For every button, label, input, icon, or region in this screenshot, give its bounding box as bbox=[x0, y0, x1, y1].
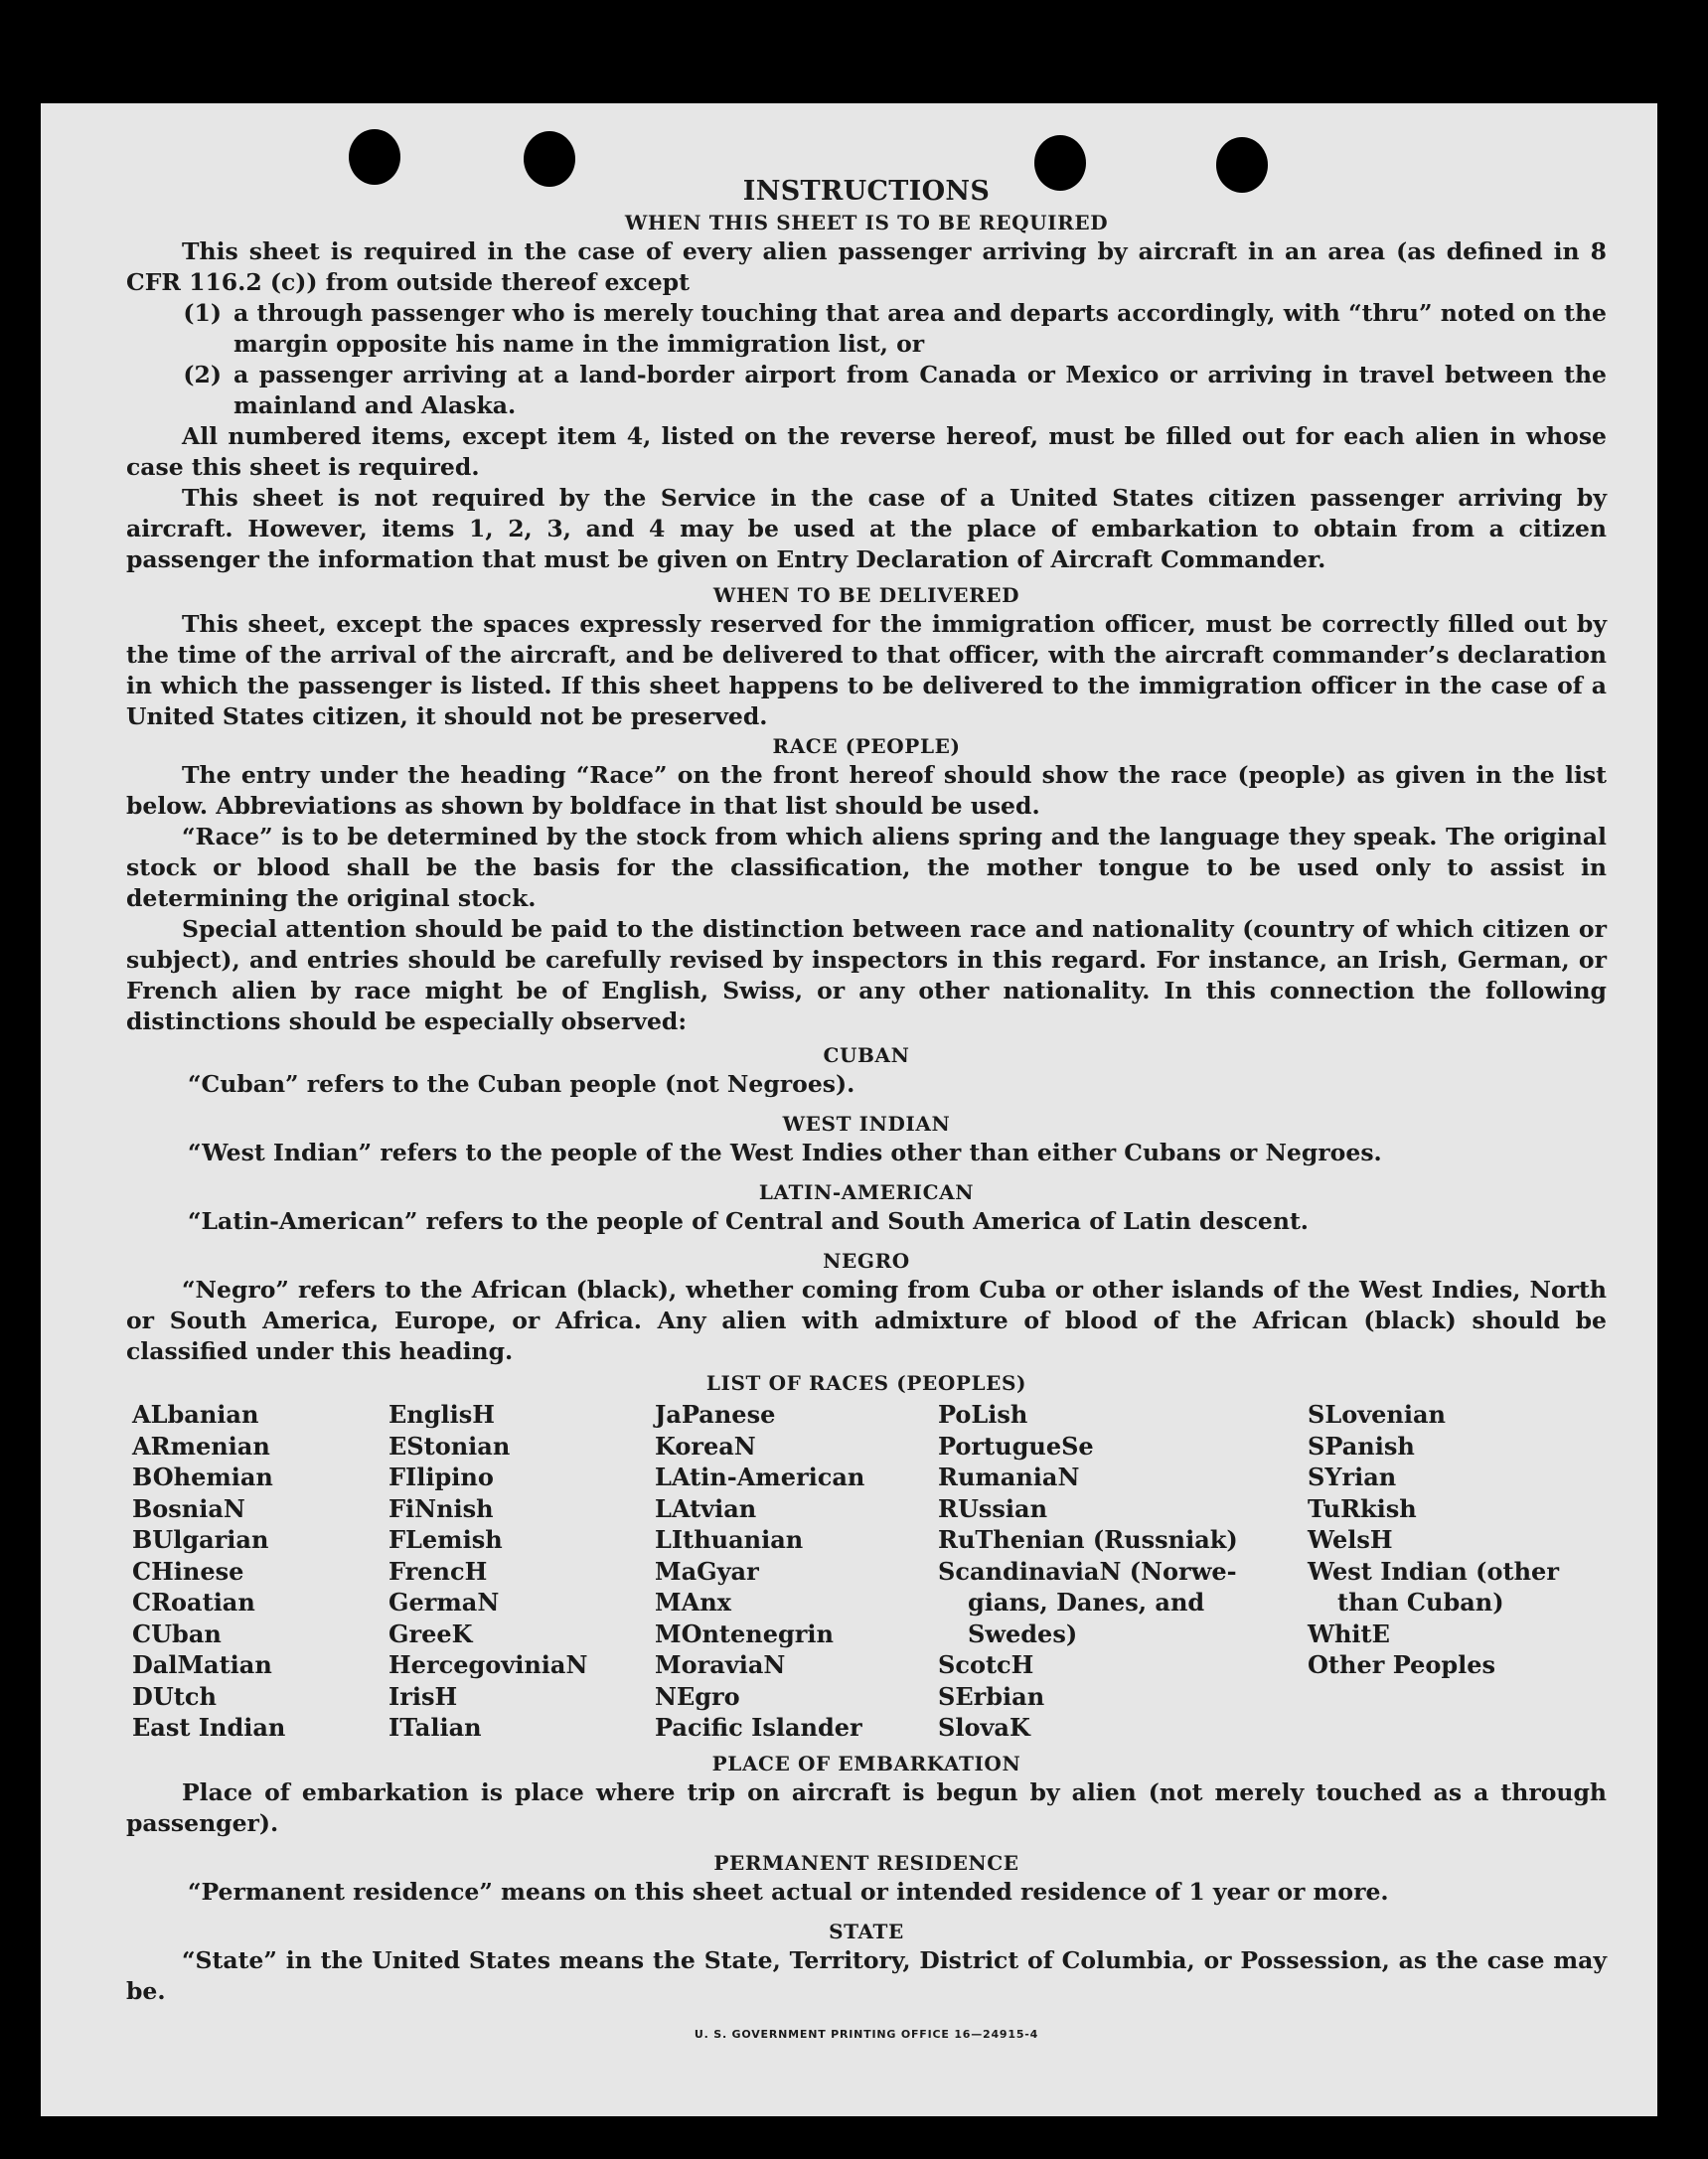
race-item: BOhemian bbox=[132, 1463, 273, 1491]
paragraph: Special attention should be paid to the distinction between race and nationality (country of which citizen or subject), and entries should be carefully revised by inspectors in this regard. For instance, an Irish, German, or French alien by race might be of English, Swiss, or any other nationality. In this connection the following distinctions should be especially observed: bbox=[126, 915, 1607, 1035]
item-number: (1) bbox=[183, 299, 222, 327]
section-heading-negro: NEGRO bbox=[823, 1249, 910, 1273]
section-heading-residence: PERMANENT RESIDENCE bbox=[713, 1850, 1019, 1875]
paragraph: The entry under the heading “Race” on the front hereof should show the race (people) as given in the list below. Abbreviations as shown by boldface in that list should be used. bbox=[126, 761, 1607, 820]
race-item: WhitE bbox=[1308, 1619, 1390, 1648]
race-item: FLemish bbox=[388, 1525, 503, 1554]
race-item: KoreaN bbox=[655, 1431, 756, 1461]
race-item: gians, Danes, and bbox=[968, 1588, 1205, 1617]
race-item: SPanish bbox=[1308, 1431, 1415, 1461]
race-item: GermaN bbox=[388, 1588, 500, 1617]
race-item: LIthuanian bbox=[655, 1525, 804, 1554]
race-item: FIlipino bbox=[388, 1463, 494, 1491]
race-item: Pacific Islander bbox=[655, 1713, 862, 1742]
numbered-item bbox=[126, 360, 1607, 421]
race-item: LAtvian bbox=[655, 1493, 757, 1523]
race-item: FrencH bbox=[388, 1556, 488, 1586]
race-column bbox=[132, 1399, 388, 1744]
race-item: SlovaK bbox=[938, 1713, 1030, 1742]
race-item: BosniaN bbox=[132, 1493, 245, 1523]
definition-text: “State” in the United States means the State, Territory, District of Columbia, or Possession, as the case may be. bbox=[126, 1945, 1607, 2005]
race-item: ScotcH bbox=[938, 1650, 1034, 1679]
race-item: WelsH bbox=[1308, 1525, 1393, 1554]
race-item: West Indian (other bbox=[1308, 1556, 1559, 1586]
race-item: SYrian bbox=[1308, 1463, 1397, 1491]
race-item: Swedes) bbox=[968, 1619, 1078, 1648]
race-item: FiNnish bbox=[388, 1493, 494, 1523]
race-item: East Indian bbox=[132, 1713, 286, 1742]
race-item: RumaniaN bbox=[938, 1463, 1080, 1491]
race-item: GreeK bbox=[388, 1619, 473, 1648]
paragraph: This sheet, except the spaces expressly reserved for the immigration officer, must be correctly filled out by the time of the arrival of the aircraft, and be delivered to that officer, with the aircraft commander’s declaration in which the passenger is listed. If this sheet happens to be delivered to the immigration officer in the case of a United States citizen, it should not be preserved. bbox=[126, 610, 1607, 730]
numbered-item bbox=[126, 298, 1607, 360]
definition-text: “Permanent residence” means on this sheet actual or intended residence of 1 year or more. bbox=[188, 1877, 1389, 1906]
race-item: EnglisH bbox=[388, 1400, 495, 1429]
instructions-content bbox=[126, 175, 1607, 2050]
race-item: ITalian bbox=[388, 1713, 482, 1742]
race-column bbox=[655, 1399, 938, 1744]
race-list bbox=[132, 1399, 1607, 1744]
race-item: SLovenian bbox=[1308, 1400, 1446, 1429]
definition-text: “Negro” refers to the African (black), whether coming from Cuba or other islands of the West Indies, North or South America, Europe, or Africa. Any alien with admixture of blood of the African (black) should be classified under this heading. bbox=[126, 1276, 1607, 1365]
race-item: RUssian bbox=[938, 1493, 1048, 1523]
definition-text: Place of embarkation is place where trip on aircraft is begun by alien (not merely touched as a through passenger). bbox=[126, 1777, 1607, 1837]
section-heading-state: STATE bbox=[829, 1919, 904, 1943]
section-heading-required: WHEN THIS SHEET IS TO BE REQUIRED bbox=[624, 211, 1109, 234]
race-item: than Cuban) bbox=[1337, 1588, 1504, 1617]
section-heading-race-list: LIST OF RACES (PEOPLES) bbox=[705, 1371, 1027, 1395]
race-item: PortugueSe bbox=[938, 1431, 1094, 1461]
paragraph: “Race” is to be determined by the stock from which aliens spring and the language they speak. The original stock or blood shall be the basis for the classification, the mother tongue to be used only to assist in determining the original stock. bbox=[126, 823, 1607, 912]
printing-office-footer: U. S. GOVERNMENT PRINTING OFFICE 16—24915-4 bbox=[694, 2027, 1039, 2041]
race-item: IrisH bbox=[388, 1681, 458, 1711]
paragraph: This sheet is not required by the Service in the case of a United States citizen passenger arriving by aircraft. However, items 1, 2, 3, and 4 may be used at the place of embarkation to obtain from a citizen passenger the information that must be given on Entry Declaration of Aircraft Commander. bbox=[126, 484, 1607, 573]
race-item: CUban bbox=[132, 1619, 222, 1648]
document-sheet bbox=[41, 103, 1657, 2116]
race-item: NEgro bbox=[655, 1681, 740, 1711]
race-item: MoraviaN bbox=[655, 1650, 786, 1679]
race-item: TuRkish bbox=[1308, 1493, 1417, 1523]
definition-text: “West Indian” refers to the people of the West Indies other than either Cubans or Negroes. bbox=[188, 1139, 1382, 1166]
race-item: HercegoviniaN bbox=[388, 1650, 588, 1679]
race-item: CRoatian bbox=[132, 1588, 255, 1617]
section-heading-race: RACE (PEOPLE) bbox=[772, 734, 961, 758]
race-item: ALbanian bbox=[132, 1400, 259, 1429]
race-item: ARmenian bbox=[132, 1431, 270, 1461]
race-item: EStonian bbox=[388, 1431, 511, 1461]
race-column bbox=[938, 1399, 1308, 1744]
item-text: a passenger arriving at a land-border airport from Canada or Mexico or arriving in travel between the mainland and Alaska. bbox=[233, 361, 1607, 419]
race-item: ScandinaviaN (Norwe- bbox=[938, 1556, 1237, 1586]
race-item: RuThenian (Russniak) bbox=[938, 1525, 1238, 1554]
definition-text: “Latin-American” refers to the people of Central and South America of Latin descent. bbox=[188, 1207, 1309, 1235]
race-item: PoLish bbox=[938, 1400, 1028, 1429]
race-item: DalMatian bbox=[132, 1650, 272, 1679]
race-column bbox=[388, 1399, 655, 1744]
section-heading-embarkation: PLACE OF EMBARKATION bbox=[711, 1751, 1021, 1775]
item-text: a through passenger who is merely touching that area and departs accordingly, with “thru” noted on the margin opposite his name in the immigration list, or bbox=[233, 299, 1607, 358]
race-item: MAnx bbox=[655, 1588, 731, 1617]
race-item: LAtin-American bbox=[655, 1463, 865, 1491]
race-item: JaPanese bbox=[655, 1400, 776, 1429]
definition-text: “Cuban” refers to the Cuban people (not Negroes). bbox=[188, 1070, 855, 1098]
item-number: (2) bbox=[183, 361, 222, 388]
race-column bbox=[1308, 1399, 1596, 1744]
race-item: CHinese bbox=[132, 1556, 244, 1586]
section-heading-cuban: CUBAN bbox=[823, 1043, 910, 1067]
section-heading-delivered: WHEN TO BE DELIVERED bbox=[712, 583, 1020, 607]
section-heading-west-indian: WEST INDIAN bbox=[782, 1112, 951, 1136]
paragraph: This sheet is required in the case of every alien passenger arriving by aircraft in an area (as defined in 8 CFR 116.2 (c)) from outside thereof except bbox=[126, 237, 1607, 296]
race-item: MaGyar bbox=[655, 1556, 759, 1586]
page-title: INSTRUCTIONS bbox=[742, 176, 991, 207]
race-item: Other Peoples bbox=[1308, 1650, 1496, 1679]
race-item: MOntenegrin bbox=[655, 1619, 834, 1648]
race-item: DUtch bbox=[132, 1681, 217, 1711]
race-item: SErbian bbox=[938, 1681, 1045, 1711]
race-item: BUlgarian bbox=[132, 1525, 269, 1554]
paragraph: All numbered items, except item 4, listed on the reverse hereof, must be filled out for each alien in whose case this sheet is required. bbox=[126, 422, 1607, 481]
section-heading-latin-american: LATIN-AMERICAN bbox=[758, 1180, 975, 1204]
